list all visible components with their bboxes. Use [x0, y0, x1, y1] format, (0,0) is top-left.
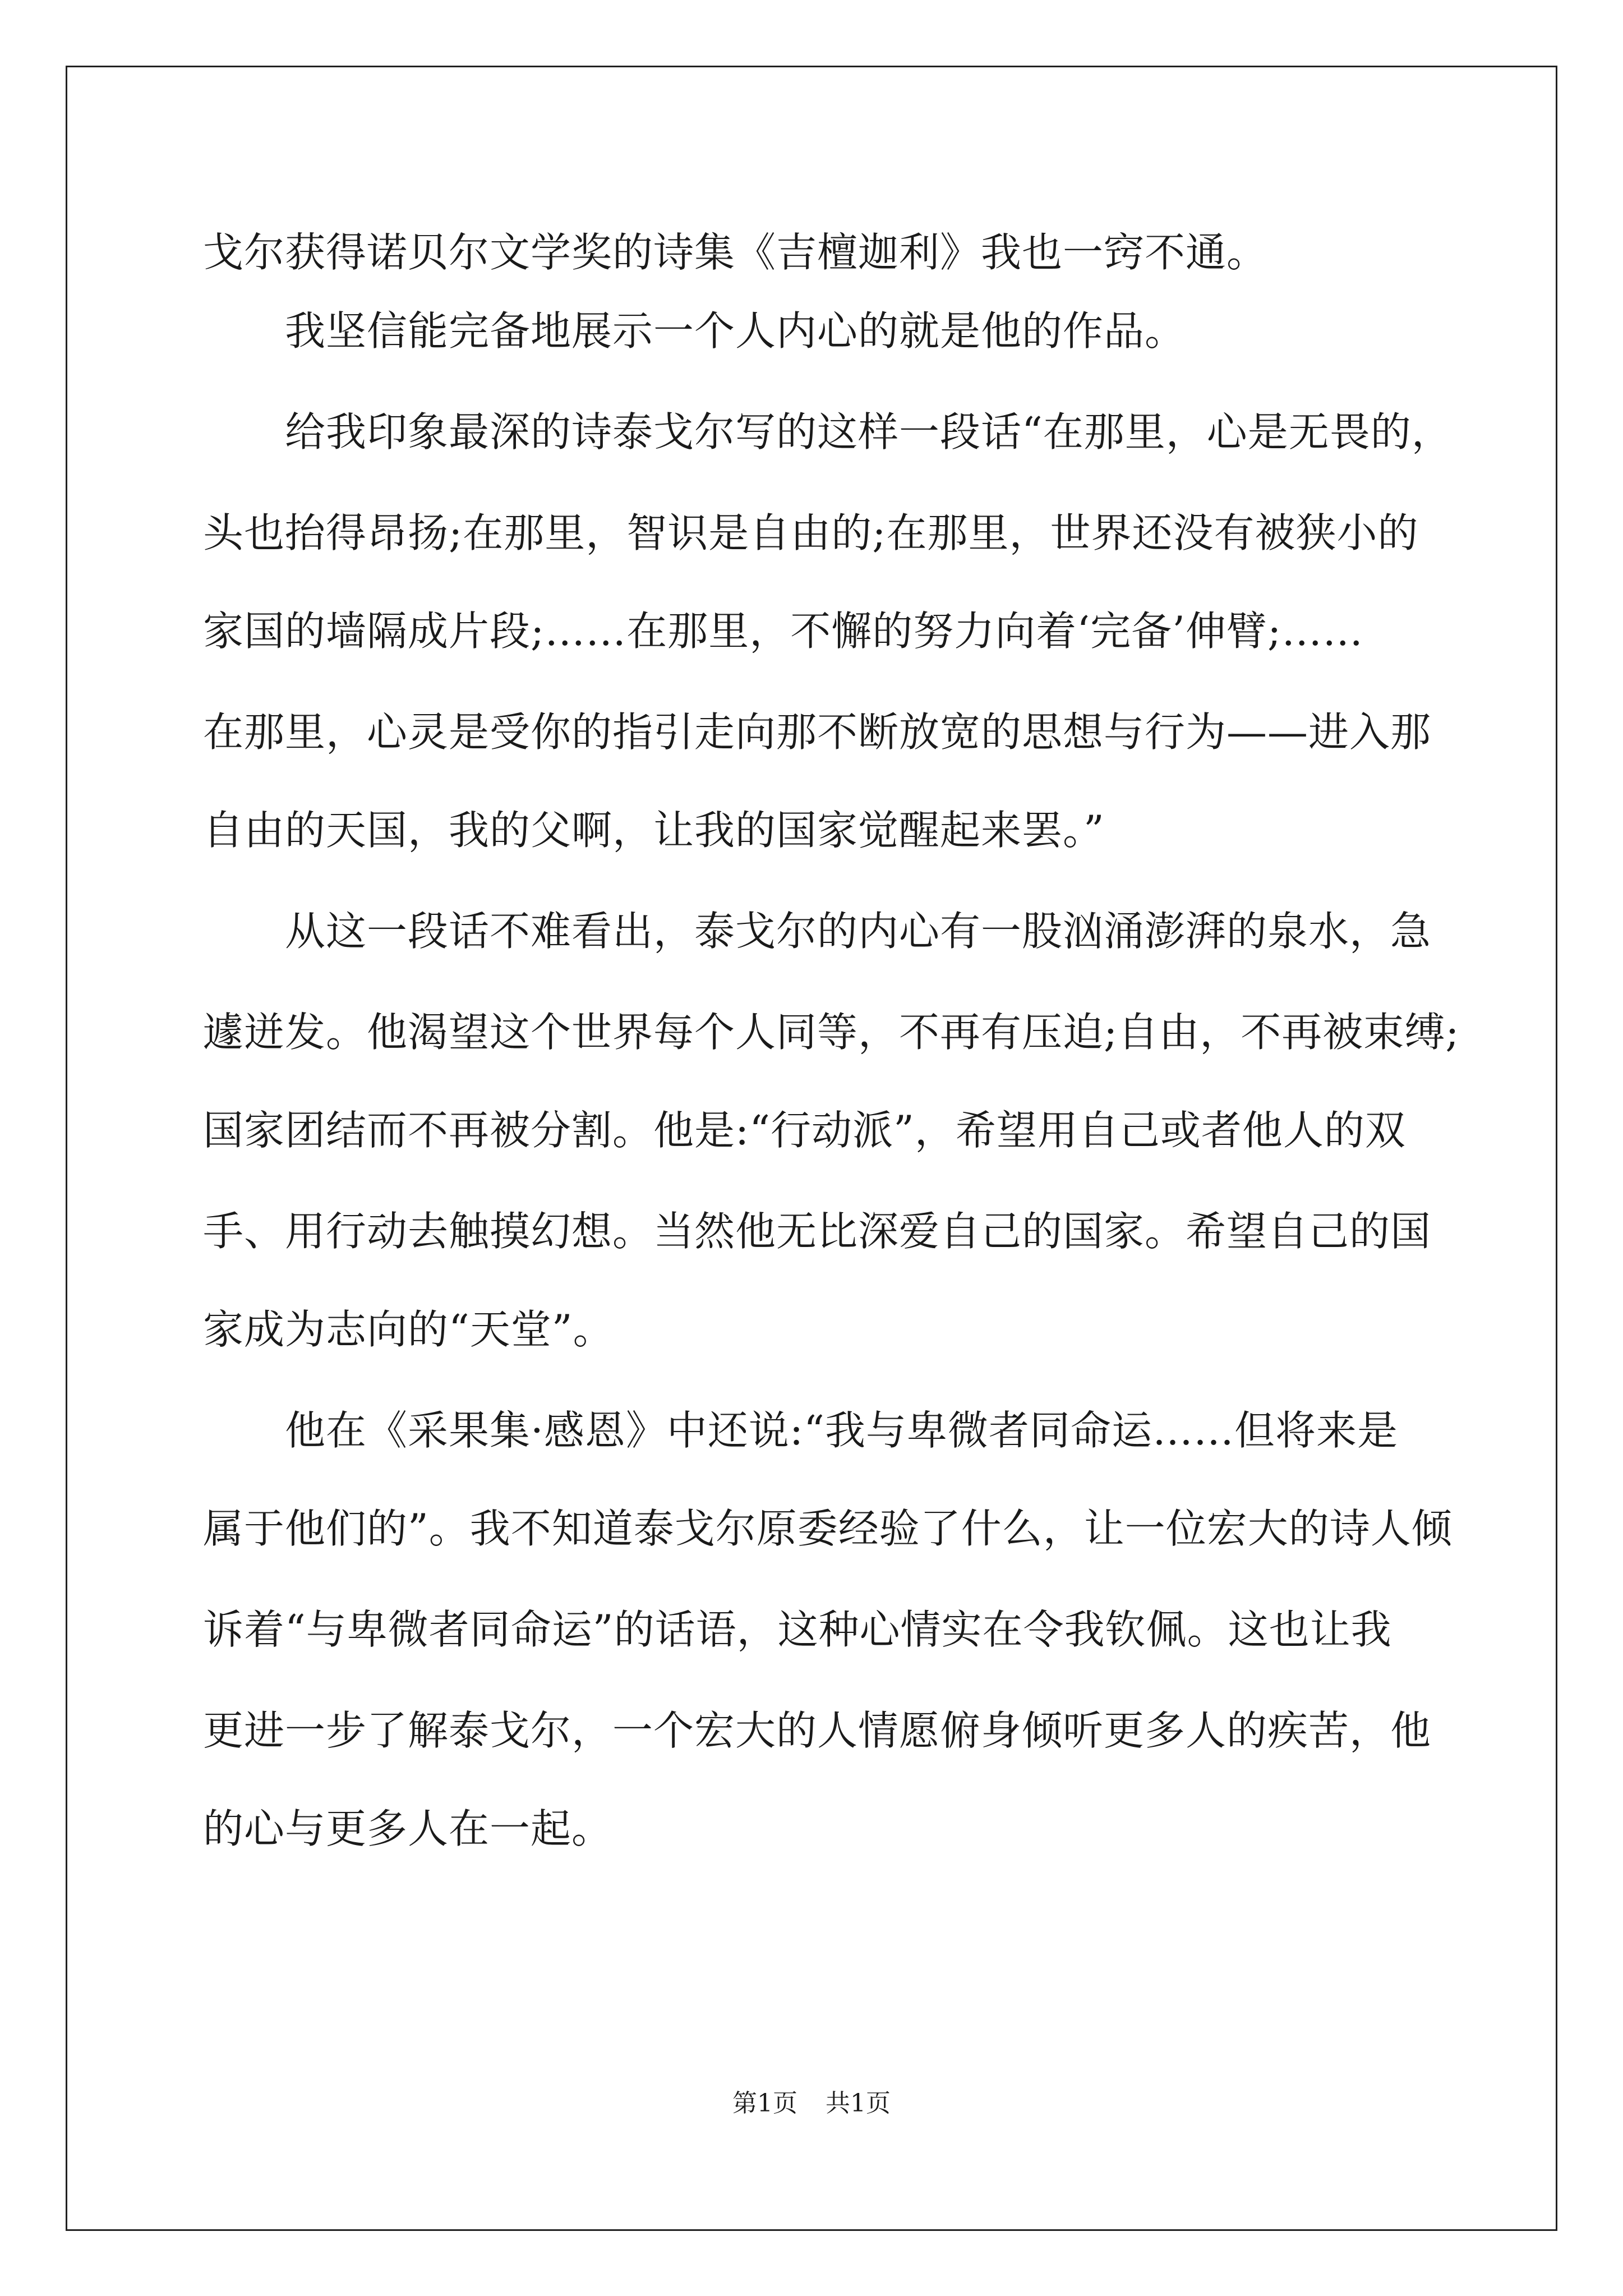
text-line: 家成为志向的“天堂”。 — [203, 1306, 614, 1353]
text-line: 从这一段话不难看出，泰戈尔的内心有一股汹涌澎湃的泉水，急 — [203, 908, 1432, 955]
text-line: 的心与更多人在一起。 — [203, 1805, 613, 1852]
text-line: 诉着“与卑微者同命运”的话语，这种心情实在令我钦佩。这也让我 — [203, 1606, 1392, 1653]
text-line: 属于他们的”。我不知道泰戈尔原委经验了什么，让一位宏大的诗人倾 — [203, 1505, 1453, 1552]
text-line: 他在《采果集·感恩》中还说:“我与卑微者同命运……但将来是 — [203, 1407, 1398, 1454]
page-count: 共1页 — [826, 2089, 891, 2118]
page-footer — [0, 2087, 1623, 2120]
text-line: 头也抬得昂扬;在那里，智识是自由的;在那里，世界还没有被狭小的 — [203, 509, 1419, 556]
page-number: 第1页 — [732, 2089, 797, 2118]
text-line: 戈尔获得诺贝尔文学奖的诗集《吉檀迦利》我也一窍不通。 — [203, 229, 1268, 276]
text-line: 手、用行动去触摸幻想。当然他无比深爱自己的国家。希望自己的国 — [203, 1208, 1432, 1255]
text-line: 更进一步了解泰戈尔，一个宏大的人情愿俯身倾听更多人的疾苦，他 — [203, 1707, 1432, 1754]
text-line: 国家团结而不再被分割。他是:“行动派”，希望用自己或者他人的双 — [203, 1107, 1406, 1154]
text-line: 自由的天国，我的父啊，让我的国家觉醒起来罢。” — [203, 807, 1105, 854]
text-line: 遽迸发。他渴望这个世界每个人同等，不再有压迫;自由，不再被束缚; — [203, 1009, 1460, 1056]
text-line: 我坚信能完备地展示一个人内心的就是他的作品。 — [203, 307, 1186, 355]
text-line: 家国的墙隔成片段;……在那里，不懈的努力向着‘完备’伸臂;…… — [203, 608, 1364, 655]
text-line: 在那里，心灵是受你的指引走向那不断放宽的思想与行为——进入那 — [203, 708, 1432, 756]
text-line: 给我印象最深的诗泰戈尔写的这样一段话“在那里，心是无畏的， — [203, 408, 1453, 455]
